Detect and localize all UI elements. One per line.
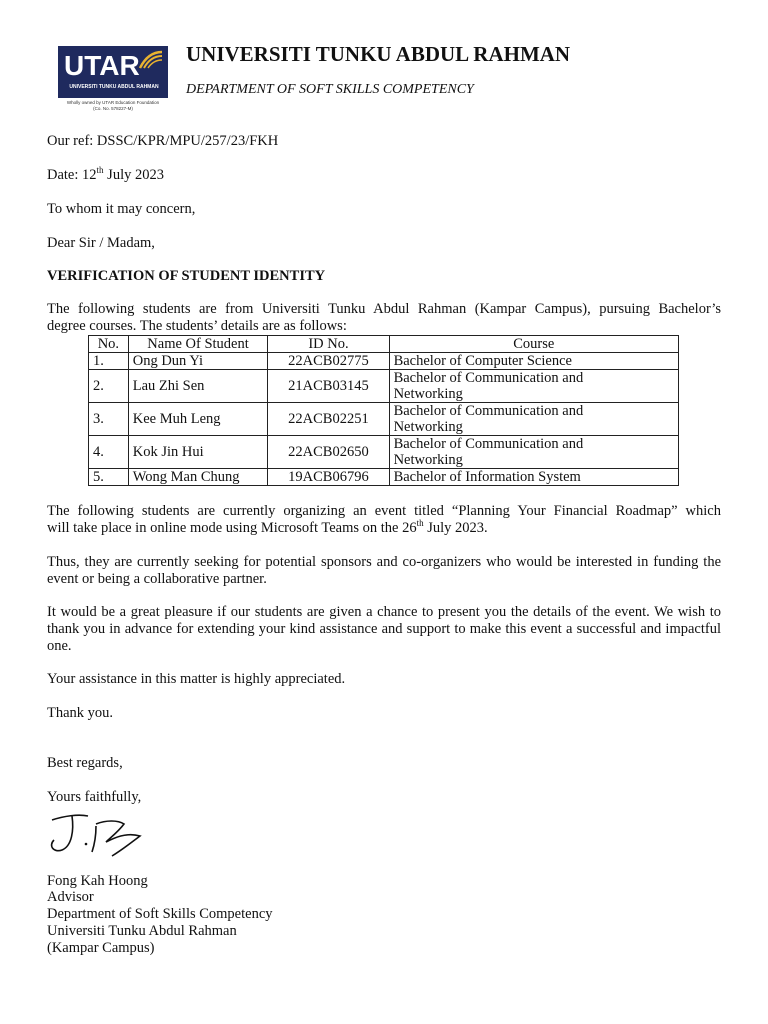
event-paragraph [47,503,721,537]
table-row [89,436,679,469]
table-header-row [89,336,679,353]
cell-id: 22ACB02650 [268,436,389,469]
intro-line-1: The following students are from Universiti Tunku Abdul Rahman (Kampar Campus), pursuing Bachelor’s [47,301,721,317]
students-table [88,335,679,486]
signer-title: Advisor [47,889,94,905]
pleasure-paragraph: It would be a great pleasure if our students are given a chance to present you the details of the event. We wish to thank you in advance for extending your kind assistance and support to make this event a successful and impactful one. [47,604,721,654]
cell-name: Wong Man Chung [128,469,268,486]
signer-name: Fong Kah Hoong [47,873,148,889]
cell-id: 19ACB06796 [268,469,389,486]
cell-no: 1. [89,353,129,370]
signer-campus: (Kampar Campus) [47,940,155,956]
thank-you-line: Thank you. [47,705,114,721]
header-no: No. [89,336,129,353]
header-name: Name Of Student [128,336,268,353]
table-row [89,353,679,370]
logo-company-no: (Co. No. 578227-M) [93,106,133,111]
cell-name: Ong Dun Yi [128,353,268,370]
date-sup: th [96,165,104,176]
cell-name: Kee Muh Leng [128,403,268,436]
cell-name: Lau Zhi Sen [128,370,268,403]
intro-line-2: degree courses. The students’ details are as follows: [47,318,347,334]
event-line-2-suffix: July 2023. [423,520,488,536]
intro-paragraph [47,301,721,335]
table-row [89,469,679,486]
cell-id: 22ACB02251 [268,403,389,436]
best-regards-line: Best regards, [47,755,123,771]
date-line [47,167,164,184]
logo-subtext: UNIVERSITI TUNKU ABDUL RAHMAN [69,84,159,90]
appreciation-line: Your assistance in this matter is highly appreciated. [47,671,346,687]
to-whom-line: To whom it may concern, [47,201,196,217]
signer-department: Department of Soft Skills Competency [47,906,273,922]
university-title: UNIVERSITI TUNKU ABDUL RAHMAN [186,42,571,66]
event-line-2-prefix: will take place in online mode using Microsoft Teams on the 26 [47,520,417,536]
date-suffix: July 2023 [103,167,164,183]
logo-foundation [58,100,168,112]
cell-no: 4. [89,436,129,469]
cell-no: 2. [89,370,129,403]
table-row [89,370,679,403]
cell-course: Bachelor of Communication and Networking [389,370,678,403]
cell-course: Bachelor of Information System [389,469,678,486]
date-prefix: Date: 12 [47,167,97,183]
cell-name: Kok Jin Hui [128,436,268,469]
header-id: ID No. [268,336,389,353]
cell-id: 21ACB03145 [268,370,389,403]
logo-foundation-text: Wholly owned by UTAR Education Foundation [66,100,160,105]
event-line-1: The following students are currently organizing an event titled “Planning Your Financial Roadmap” which [47,503,721,519]
cell-id: 22ACB02775 [268,353,389,370]
sponsor-paragraph: Thus, they are currently seeking for potential sponsors and co-organizers who would be interested in funding the event or being a collaborative partner. [47,554,721,587]
logo-flame-icon [138,50,164,70]
cell-course: Bachelor of Communication and Networking [389,436,678,469]
cell-course: Bachelor of Communication and Networking [389,403,678,436]
utar-logo [58,46,168,98]
signature-image [44,808,154,860]
cell-no: 5. [89,469,129,486]
cell-course: Bachelor of Computer Science [389,353,678,370]
header-course: Course [389,336,678,353]
logo-text: UTAR [64,50,140,81]
event-line-2 [47,520,721,537]
event-date-sup: th [416,518,424,529]
signer-university: Universiti Tunku Abdul Rahman [47,923,237,939]
department-title: DEPARTMENT OF SOFT SKILLS COMPETENCY [186,82,474,97]
reference-line: Our ref: DSSC/KPR/MPU/257/23/FKH [47,133,279,149]
cell-no: 3. [89,403,129,436]
salutation: Dear Sir / Madam, [47,235,155,251]
closing-line: Yours faithfully, [47,789,142,805]
subject-heading: VERIFICATION OF STUDENT IDENTITY [47,268,326,284]
table-row [89,403,679,436]
